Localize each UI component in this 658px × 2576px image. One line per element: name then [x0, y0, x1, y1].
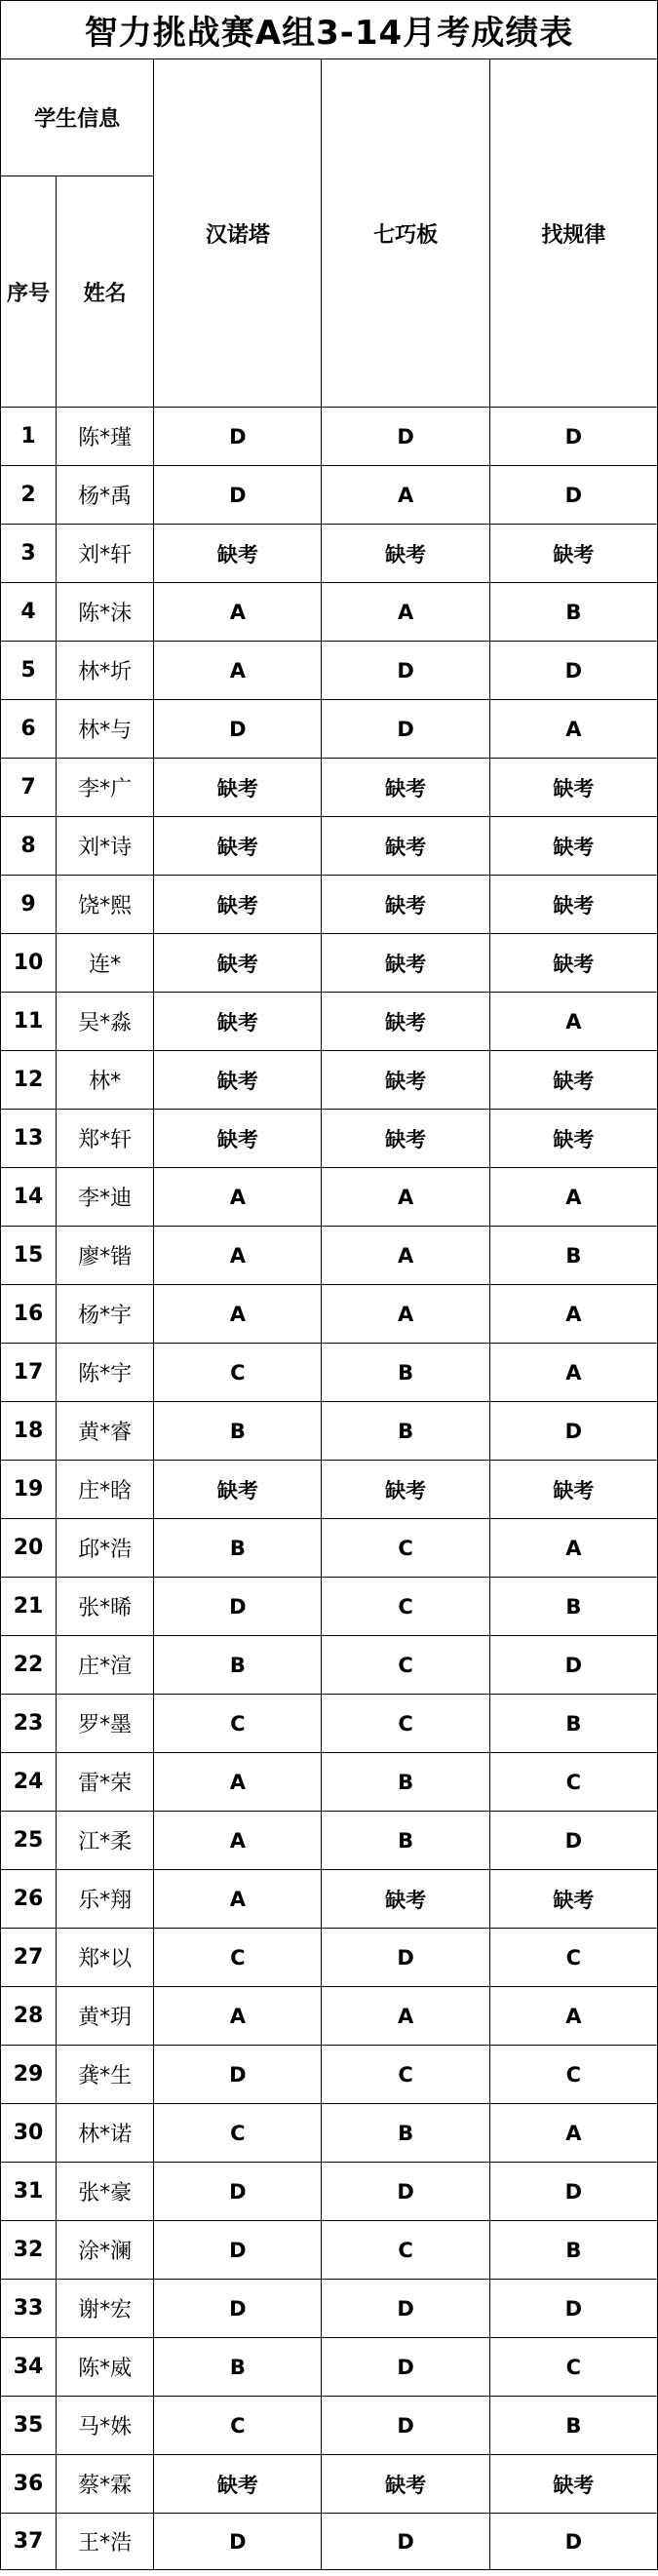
grade-pattern: B	[489, 583, 657, 642]
row-index: 12	[1, 1051, 57, 1110]
table-row	[1, 1051, 658, 1110]
grade-tangram: 缺考	[322, 2455, 489, 2514]
grade-tangram: 缺考	[322, 876, 489, 934]
grade-hanoi: D	[154, 408, 322, 466]
grade-pattern: A	[489, 1168, 657, 1227]
row-index: 14	[1, 1168, 57, 1227]
student-name: 陈*沫	[57, 583, 154, 642]
grade-hanoi: C	[154, 1344, 322, 1402]
grade-hanoi: D	[154, 2163, 322, 2221]
row-index: 31	[1, 2163, 57, 2221]
student-name: 雷*荣	[57, 1753, 154, 1812]
grade-pattern: D	[489, 2280, 657, 2338]
row-index: 33	[1, 2280, 57, 2338]
table-row	[1, 525, 658, 583]
table-row	[1, 700, 658, 759]
student-name: 罗*墨	[57, 1695, 154, 1753]
student-name: 林*	[57, 1051, 154, 1110]
grade-hanoi: D	[154, 2514, 322, 2570]
student-name: 马*姝	[57, 2397, 154, 2455]
grade-pattern: 缺考	[489, 525, 657, 583]
grade-hanoi: D	[154, 2221, 322, 2280]
grade-pattern: B	[489, 1227, 657, 1285]
grade-pattern: A	[489, 1519, 657, 1578]
grade-tangram: 缺考	[322, 525, 489, 583]
grade-pattern: A	[489, 1344, 657, 1402]
name-header: 姓名	[57, 176, 154, 408]
table-header	[1, 59, 658, 408]
row-index: 32	[1, 2221, 57, 2280]
grade-hanoi: B	[154, 1519, 322, 1578]
row-index: 2	[1, 466, 57, 525]
student-name: 陈*威	[57, 2338, 154, 2397]
grade-tangram: D	[322, 2338, 489, 2397]
grade-pattern: 缺考	[489, 876, 657, 934]
student-name: 林*与	[57, 700, 154, 759]
grade-tangram: A	[322, 1285, 489, 1344]
student-name: 江*柔	[57, 1812, 154, 1870]
grade-hanoi: C	[154, 1695, 322, 1753]
grade-hanoi: A	[154, 1870, 322, 1929]
row-index: 10	[1, 934, 57, 993]
grade-pattern: A	[489, 2104, 657, 2163]
row-index: 7	[1, 759, 57, 817]
grade-hanoi: 缺考	[154, 817, 322, 876]
row-index: 4	[1, 583, 57, 642]
grade-tangram: D	[322, 642, 489, 700]
grade-tangram: D	[322, 2514, 489, 2570]
grade-pattern: A	[489, 1285, 657, 1344]
grade-pattern: D	[489, 1402, 657, 1461]
grade-pattern: C	[489, 2046, 657, 2104]
grade-tangram: 缺考	[322, 1051, 489, 1110]
table-row	[1, 2338, 658, 2397]
student-name: 李*广	[57, 759, 154, 817]
grade-hanoi: 缺考	[154, 993, 322, 1051]
grade-tangram: 缺考	[322, 1110, 489, 1168]
index-header: 序号	[1, 176, 57, 408]
table-row	[1, 466, 658, 525]
table-body	[1, 408, 658, 2570]
row-index: 22	[1, 1636, 57, 1695]
grade-pattern: B	[489, 1695, 657, 1753]
student-name: 刘*轩	[57, 525, 154, 583]
student-name: 张*晞	[57, 1578, 154, 1636]
table-row	[1, 1636, 658, 1695]
grade-hanoi: D	[154, 2280, 322, 2338]
row-index: 26	[1, 1870, 57, 1929]
grade-tangram: D	[322, 2163, 489, 2221]
grade-tangram: A	[322, 1168, 489, 1227]
grade-hanoi: A	[154, 1987, 322, 2046]
student-name: 龚*生	[57, 2046, 154, 2104]
student-name: 蔡*霖	[57, 2455, 154, 2514]
student-name: 郑*以	[57, 1929, 154, 1987]
page-title: 智力挑战赛A组3-14月考成绩表	[0, 0, 658, 59]
grade-pattern: A	[489, 993, 657, 1051]
grade-pattern: A	[489, 700, 657, 759]
table-row	[1, 759, 658, 817]
student-name: 庄*渲	[57, 1636, 154, 1695]
table-row	[1, 2455, 658, 2514]
student-name: 杨*禹	[57, 466, 154, 525]
grade-pattern: B	[489, 2397, 657, 2455]
row-index: 9	[1, 876, 57, 934]
grade-hanoi: D	[154, 2046, 322, 2104]
student-name: 涂*澜	[57, 2221, 154, 2280]
grade-pattern: B	[489, 2221, 657, 2280]
student-name: 黄*玥	[57, 1987, 154, 2046]
grade-hanoi: D	[154, 1578, 322, 1636]
row-index: 36	[1, 2455, 57, 2514]
grade-pattern: 缺考	[489, 759, 657, 817]
grade-tangram: 缺考	[322, 817, 489, 876]
grade-hanoi: 缺考	[154, 1461, 322, 1519]
score-table	[0, 59, 658, 2570]
grade-tangram: D	[322, 700, 489, 759]
grade-pattern: D	[489, 642, 657, 700]
grade-pattern: C	[489, 1929, 657, 1987]
table-row	[1, 1695, 658, 1753]
student-info-header: 学生信息	[1, 59, 154, 176]
row-index: 8	[1, 817, 57, 876]
table-row	[1, 2046, 658, 2104]
grade-tangram: C	[322, 1695, 489, 1753]
student-name: 饶*熙	[57, 876, 154, 934]
row-index: 25	[1, 1812, 57, 1870]
grade-tangram: 缺考	[322, 1870, 489, 1929]
grade-tangram: B	[322, 1812, 489, 1870]
table-row	[1, 1110, 658, 1168]
table-row	[1, 934, 658, 993]
table-row	[1, 1578, 658, 1636]
grade-tangram: 缺考	[322, 1461, 489, 1519]
grade-pattern: 缺考	[489, 1110, 657, 1168]
student-name: 杨*宇	[57, 1285, 154, 1344]
grade-tangram: C	[322, 1636, 489, 1695]
grade-pattern: D	[489, 466, 657, 525]
student-name: 廖*锴	[57, 1227, 154, 1285]
table-row	[1, 1870, 658, 1929]
student-name: 林*圻	[57, 642, 154, 700]
student-name: 李*迪	[57, 1168, 154, 1227]
grade-hanoi: A	[154, 642, 322, 700]
grade-pattern: C	[489, 2338, 657, 2397]
row-index: 19	[1, 1461, 57, 1519]
grade-tangram: A	[322, 583, 489, 642]
student-name: 刘*诗	[57, 817, 154, 876]
table-row	[1, 1929, 658, 1987]
table-row	[1, 1227, 658, 1285]
grade-tangram: 缺考	[322, 759, 489, 817]
table-row	[1, 993, 658, 1051]
row-index: 16	[1, 1285, 57, 1344]
student-name: 吴*淼	[57, 993, 154, 1051]
row-index: 3	[1, 525, 57, 583]
grade-tangram: A	[322, 1227, 489, 1285]
student-name: 黄*睿	[57, 1402, 154, 1461]
subject-header-pattern: 找规律	[489, 59, 657, 408]
grade-pattern: D	[489, 1812, 657, 1870]
student-name: 王*浩	[57, 2514, 154, 2570]
grade-pattern: A	[489, 1987, 657, 2046]
row-index: 15	[1, 1227, 57, 1285]
student-name: 林*诺	[57, 2104, 154, 2163]
table-row	[1, 2280, 658, 2338]
row-index: 27	[1, 1929, 57, 1987]
grade-hanoi: A	[154, 1227, 322, 1285]
grade-pattern: 缺考	[489, 817, 657, 876]
table-row	[1, 2514, 658, 2570]
grade-hanoi: C	[154, 1929, 322, 1987]
table-row	[1, 1344, 658, 1402]
table-row	[1, 1285, 658, 1344]
grade-tangram: C	[322, 1519, 489, 1578]
table-row	[1, 408, 658, 466]
grade-hanoi: C	[154, 2397, 322, 2455]
student-name: 庄*晗	[57, 1461, 154, 1519]
row-index: 11	[1, 993, 57, 1051]
grade-tangram: B	[322, 1344, 489, 1402]
row-index: 30	[1, 2104, 57, 2163]
grade-tangram: B	[322, 1402, 489, 1461]
row-index: 28	[1, 1987, 57, 2046]
row-index: 6	[1, 700, 57, 759]
grade-pattern: 缺考	[489, 934, 657, 993]
subject-header-hanoi: 汉诺塔	[154, 59, 322, 408]
grade-hanoi: D	[154, 700, 322, 759]
grade-hanoi: 缺考	[154, 1051, 322, 1110]
student-name: 陈*宇	[57, 1344, 154, 1402]
grade-tangram: D	[322, 1929, 489, 1987]
student-name: 郑*轩	[57, 1110, 154, 1168]
grade-tangram: D	[322, 408, 489, 466]
table-row	[1, 2397, 658, 2455]
grade-tangram: D	[322, 2280, 489, 2338]
row-index: 18	[1, 1402, 57, 1461]
row-index: 21	[1, 1578, 57, 1636]
grade-pattern: D	[489, 408, 657, 466]
grade-pattern: C	[489, 1753, 657, 1812]
grade-tangram: A	[322, 466, 489, 525]
row-index: 37	[1, 2514, 57, 2570]
grade-hanoi: 缺考	[154, 759, 322, 817]
grade-hanoi: B	[154, 1402, 322, 1461]
grade-hanoi: A	[154, 1812, 322, 1870]
grade-hanoi: C	[154, 2104, 322, 2163]
row-index: 20	[1, 1519, 57, 1578]
student-name: 陈*瑾	[57, 408, 154, 466]
grade-hanoi: 缺考	[154, 2455, 322, 2514]
grade-hanoi: 缺考	[154, 525, 322, 583]
subject-header-tangram: 七巧板	[322, 59, 489, 408]
grade-tangram: B	[322, 1753, 489, 1812]
table-row	[1, 817, 658, 876]
table-row	[1, 876, 658, 934]
student-name: 张*豪	[57, 2163, 154, 2221]
grade-pattern: 缺考	[489, 2455, 657, 2514]
grade-hanoi: A	[154, 1285, 322, 1344]
grade-tangram: A	[322, 1987, 489, 2046]
row-index: 1	[1, 408, 57, 466]
grade-hanoi: A	[154, 583, 322, 642]
table-row	[1, 1461, 658, 1519]
student-name: 谢*宏	[57, 2280, 154, 2338]
row-index: 35	[1, 2397, 57, 2455]
grade-tangram: C	[322, 2221, 489, 2280]
grade-tangram: 缺考	[322, 934, 489, 993]
table-row	[1, 642, 658, 700]
table-row	[1, 2104, 658, 2163]
grade-hanoi: 缺考	[154, 876, 322, 934]
student-name: 乐*翔	[57, 1870, 154, 1929]
table-row	[1, 1987, 658, 2046]
grade-pattern: 缺考	[489, 1461, 657, 1519]
table-row	[1, 1753, 658, 1812]
grade-tangram: D	[322, 2397, 489, 2455]
grade-pattern: D	[489, 1636, 657, 1695]
table-row	[1, 1168, 658, 1227]
table-row	[1, 1402, 658, 1461]
row-index: 13	[1, 1110, 57, 1168]
grade-pattern: B	[489, 1578, 657, 1636]
row-index: 34	[1, 2338, 57, 2397]
table-row	[1, 1812, 658, 1870]
row-index: 5	[1, 642, 57, 700]
grade-tangram: 缺考	[322, 993, 489, 1051]
table-row	[1, 1519, 658, 1578]
table-row	[1, 2221, 658, 2280]
table-row	[1, 2163, 658, 2221]
grade-hanoi: 缺考	[154, 1110, 322, 1168]
grade-hanoi: B	[154, 2338, 322, 2397]
grade-pattern: D	[489, 2514, 657, 2570]
grade-hanoi: B	[154, 1636, 322, 1695]
row-index: 24	[1, 1753, 57, 1812]
grade-hanoi: 缺考	[154, 934, 322, 993]
grade-pattern: 缺考	[489, 1051, 657, 1110]
grade-tangram: C	[322, 2046, 489, 2104]
grade-tangram: B	[322, 2104, 489, 2163]
student-name: 连*	[57, 934, 154, 993]
grade-hanoi: A	[154, 1753, 322, 1812]
student-name: 邱*浩	[57, 1519, 154, 1578]
grade-hanoi: D	[154, 466, 322, 525]
row-index: 23	[1, 1695, 57, 1753]
grade-pattern: D	[489, 2163, 657, 2221]
table-row	[1, 583, 658, 642]
grade-tangram: C	[322, 1578, 489, 1636]
row-index: 29	[1, 2046, 57, 2104]
grade-hanoi: A	[154, 1168, 322, 1227]
row-index: 17	[1, 1344, 57, 1402]
grade-pattern: 缺考	[489, 1870, 657, 1929]
